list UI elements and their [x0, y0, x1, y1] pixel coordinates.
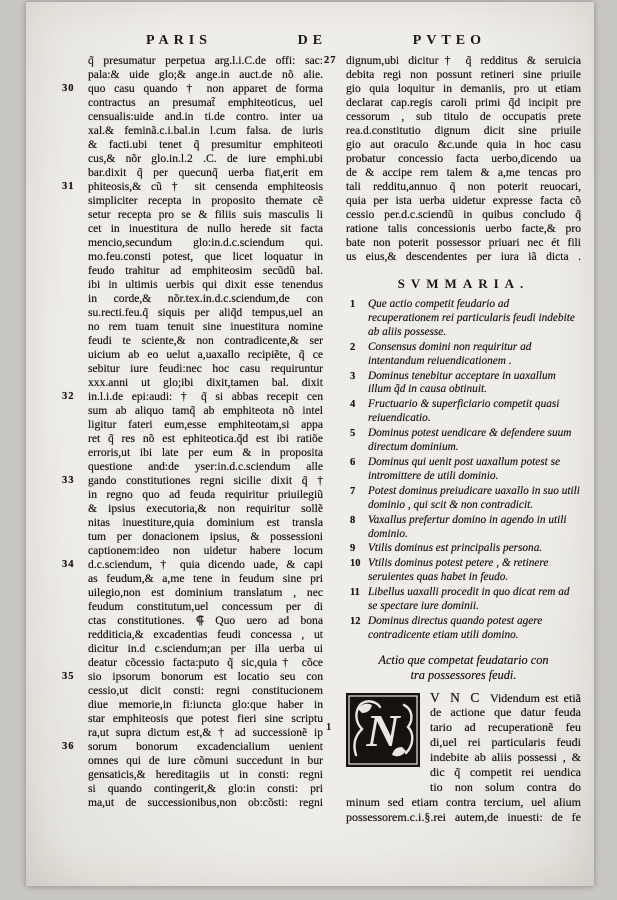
- text-line: xxx.anni ut glo;ibi dixit,tamen bal. dixit: [88, 376, 323, 389]
- text-line: quia per ista uerba uidetur expresse facta cõ: [346, 194, 581, 207]
- running-header-de: DE: [297, 33, 328, 48]
- text-line: cessio per.d.c.sciendũ in quibus concludo q̃: [346, 208, 581, 221]
- summaria-item: 9 Vtilis dominus est principalis persona.: [350, 542, 543, 555]
- text-line: declarat cap.regis caroli primi q̃d incipit pre: [346, 96, 581, 109]
- text-line: de actione que datur feuda: [430, 704, 581, 719]
- text-line: probatur concessio facta uerbo,dicendo ua: [346, 152, 581, 165]
- text-line: omnes qui de iure cõmuni succedunt in bur: [88, 754, 323, 767]
- margin-number: 30: [62, 83, 75, 94]
- scanned-book-page: [26, 2, 594, 886]
- text-line: indebite ab aliis possessi , &: [430, 749, 581, 764]
- text-line: de & accipe rem talem & a,me tencas pro: [346, 166, 581, 179]
- summaria-item: 6 Dominus qui uenit post uaxallum potest se intromittere de utili dominio.: [350, 455, 561, 482]
- text-line: minum sed etiam contra tercium, uel alium: [346, 794, 581, 809]
- text-line: 31 phiteosis,& cũ † sit censenda emphiteosis: [62, 180, 323, 193]
- margin-number: 35: [62, 671, 75, 682]
- summaria-item-number: 5: [350, 428, 356, 440]
- text-line: questione and:de yser:in.d.c.sciendum alle: [88, 460, 323, 473]
- text-line: di,uel rei particularis feudi: [430, 734, 581, 749]
- text-line: possessorem.c.i.§.rei autem,de inuesti: de fe: [346, 809, 581, 824]
- text-line: nitas inuestiture,quia dominium est transla: [88, 516, 323, 529]
- text-line: as feudum,& a,me tene in feudum sine pri: [88, 572, 323, 585]
- text-line: in regno quo ad feuda requiritur priuilegiũ: [88, 488, 323, 501]
- text-line: deatur cõcessio facta:puto q̃ sic,quia† cõce: [88, 656, 323, 669]
- margin-number: 31: [62, 181, 75, 192]
- subheading-line-2: tra possessores feudi.: [410, 667, 517, 682]
- summaria-item: 3 Dominus tenebitur acceptare in uaxallum illum q̃d in causa obtinuit.: [350, 369, 556, 396]
- summaria-item-number: 6: [350, 456, 356, 468]
- text-line: q̃ presumatur perpetua arg.l.i.C.de offi: sac:: [88, 54, 323, 67]
- text-line: debita regi non possunt retineri sine priuile: [346, 68, 581, 81]
- summaria-item: 12 Dominus directus quando potest agere contradicente etiam utili domino.: [350, 614, 543, 641]
- summaria-list: [346, 298, 581, 643]
- text-line: 34 d.c.sciendum, † quia dicendo uade, & capi: [62, 558, 323, 571]
- text-line: tali redditu,annuo q̃ non poterit reuocari,: [346, 180, 581, 193]
- text-line: tio non solum contra do: [430, 779, 581, 794]
- running-header-author-first: PARIS: [146, 33, 212, 48]
- summaria-item-number: 12: [350, 615, 361, 627]
- text-line: feudo trahitur ad emphiteosim secũdũ bal.: [88, 264, 323, 277]
- text-line: mo.feu.consti potest, que licet loquatur in: [88, 250, 323, 263]
- text-line: sebitur iure feudi:nec hoc casu requiruntur: [88, 362, 323, 375]
- text-line: tum per donacionem ipsius, & possessioni: [88, 530, 323, 543]
- text-line: feudi te sciente,& non contradicente,& ser: [88, 334, 323, 347]
- summaria-item: 5 Dominus potest uendicare & defendere suum directum dominium.: [350, 427, 572, 454]
- summaria-item: 2 Consensus domini non requiritur ad intentandum reiuendicationem .: [350, 340, 532, 367]
- text-line: gio quia loquitur in demaniis, pro ut etiam: [346, 82, 581, 95]
- text-line: cessio,ut dicit consti: regni constitucionem: [88, 684, 323, 697]
- text-line: uilegio,non est dominium translatum , nec: [88, 586, 323, 599]
- text-line: gensaticis,& hereditagiis ut in consti: regni: [88, 768, 323, 781]
- summaria-item-number: 9: [350, 543, 356, 555]
- text-line: tario ad recuperationẽ feu: [430, 719, 581, 734]
- text-line: diue memorie,in fi:iuncta glo:que haber in: [88, 698, 323, 711]
- text-line: ctas constitutiones. ⸿ Quo uero ad bona: [88, 614, 323, 627]
- text-line: ligitur fateri eum,esse emphiteotam,si appa: [88, 418, 323, 431]
- text-line: erroris,ut ibi late per eum & in proposita: [88, 446, 323, 459]
- text-line: bate non poterit possessor priuari nec ét fili: [346, 236, 581, 249]
- margin-number: 1: [326, 721, 332, 733]
- text-line: censualis:uide and.in ti.de contro. inter ua: [88, 110, 323, 123]
- text-line: V N C Videndum est etiã: [430, 689, 581, 705]
- section-27-paragraph: [324, 54, 581, 264]
- summaria-item-number: 8: [350, 514, 356, 526]
- text-line: 33 gando constitutiones regni sicilie dixit q̃ †: [62, 474, 323, 487]
- summaria-item: 10 Vtilis dominus potest petere , & retinere seruientes quas habet in feudo.: [350, 557, 549, 584]
- summaria-item-number: 3: [350, 370, 356, 382]
- text-line: redditicia,& excadentias feudi concessa , ut: [88, 628, 323, 641]
- summaria-item-number: 2: [350, 341, 356, 353]
- text-line: ratione talis concessionis uerbo facte,& pro: [346, 222, 581, 235]
- running-header: [146, 33, 486, 49]
- text-line: cus,& nõr glo.in.l.2 .C. de iure emphi.ubi: [88, 152, 323, 165]
- text-line: 35 sio ipsorum bonorum est locatio seu con: [62, 670, 323, 683]
- summaria-item-number: 7: [350, 485, 356, 497]
- text-line: 32 in.l.i.de epi:audi: † q̃ si abbas recepit cen: [62, 390, 323, 403]
- running-header-author-last: PVTEO: [412, 33, 486, 48]
- subheading-line-1: Actio que competat feudatario con: [378, 652, 549, 667]
- summaria-item: 11 Libellus uaxalli procedit in quo dicat rem ad se spectare iure dominii.: [350, 586, 570, 613]
- text-line: star emphiteosis que potest fieri sine scriptu: [88, 712, 323, 725]
- text-line: ibi in ultimis uerbis qui dixit esse tenendus: [88, 278, 323, 291]
- summaria-item: 7 Potest dominus preiudicare uaxallo in suo utili dominio , qui scit & non contradicit.: [350, 484, 580, 511]
- text-line: su.recti.feu.q̃ siquis per aliq̃d tempus,uel an: [88, 306, 323, 319]
- opening-capitals: V N C: [430, 689, 490, 705]
- margin-number: 32: [62, 391, 75, 402]
- summaria-item-number: 11: [350, 587, 360, 599]
- text-line: simpliciter recepta in proposito themate cẽ: [88, 194, 323, 207]
- decorated-initial-n-woodcut-icon: [346, 693, 420, 767]
- text-line: gio aut oraculo &c.unde quia in hoc casu: [346, 138, 581, 151]
- summaria-item: 4 Fructuario & superficiario competit quasi reiuendicatio.: [350, 398, 560, 425]
- text-line: dicitur in.d c.sciendum;an per illa uerba ui: [88, 642, 323, 655]
- margin-number: 36: [62, 741, 75, 752]
- text-line: ret q̃ res nõ est ephiteotica.q̃d est ibi ratiõe: [88, 432, 323, 445]
- text-line: setur recepta pro se & filiis suis masculis li: [88, 208, 323, 221]
- text-line: contractus an presumat̃ emphiteoticus, uel: [88, 96, 323, 109]
- summaria-item-number: 10: [350, 558, 361, 570]
- text-line: 27 dignum,ubi dicitur† q̃ redditus & seruicia: [324, 54, 581, 67]
- text-line: xal.& feminã.c.i.bal.in l.cum falsa. de iuris: [88, 124, 323, 137]
- text-line: 36 sorum bonorum excadencialium uenient: [62, 740, 323, 753]
- text-line: si quando contingerit,& glo:in consti: pri: [88, 782, 323, 795]
- opening-paragraph: [326, 689, 581, 825]
- summaria-item: 1 Que actio competit feudario ad recuperationem rei particularis feudi indebite ab aliis possesse.: [350, 298, 575, 338]
- summaria-heading: SVMMARIA.: [397, 276, 530, 291]
- text-line: uicium ab eo uelut a,uaxallo recipiẽte, q̃ ce: [88, 348, 323, 361]
- text-line: pala:& uide glo;& ange.in auct.de nõ alie.: [88, 68, 323, 81]
- text-line: & ipsius executoria,& non requiritur sollẽ: [88, 502, 323, 515]
- summaria-item-number: 4: [350, 399, 356, 411]
- svg-text:N: N: [366, 704, 400, 756]
- summaria-item: 8 Vaxallus prefertur domino in agendo in utili dominio.: [350, 513, 567, 540]
- text-line: rea.d.constitutio dignum dicit sine priuile: [346, 124, 581, 137]
- section-subheading: [346, 653, 581, 683]
- left-text-column: [62, 54, 323, 810]
- margin-number: 27: [324, 55, 337, 66]
- text-line: 30 quo casu quando † non apparet de forma: [62, 82, 323, 95]
- text-line: ra,ut supra dictum est,& † ad successionẽ ip: [88, 726, 323, 739]
- right-text-column: [324, 54, 581, 825]
- margin-number: 34: [62, 559, 75, 570]
- text-line: cet in inuestitura de nullo herede sit facta: [88, 222, 323, 235]
- text-line: mencio,secundum glo:in.d.c.sciendum qui.: [88, 236, 323, 249]
- text-line: in corde,& nõr.tex.in.d.c.sciendum,de con: [88, 292, 323, 305]
- text-line: feudum constitutum,uel concessum per di: [88, 600, 323, 613]
- text-line: us eius,& descendentes per iura iã dicta .: [346, 250, 581, 263]
- text-line: no rem tuam tenuit sine inuestitura nomine: [88, 320, 323, 333]
- summaria-item-number: 1: [350, 299, 356, 310]
- text-line: captionem:ideo non uidetur habere locum: [88, 544, 323, 557]
- text-line: cessorum , sub titulo de occupatis prete: [346, 110, 581, 123]
- text-line: bar.dixit q̃ per quecunq̃ uerba fiat,erit em: [88, 166, 323, 179]
- text-line: ma,ut de successionibus,non ob:cõsti: regni: [88, 796, 323, 809]
- text-line: sum ab aliquo tamq̃ ab emphiteota nõ intel: [88, 404, 323, 417]
- text-line: & facti.ubi tenet q̃ presumitur emphiteoti: [88, 138, 323, 151]
- text-line: dic q̃ competit rei uendica: [430, 764, 581, 779]
- margin-number: 33: [62, 475, 75, 486]
